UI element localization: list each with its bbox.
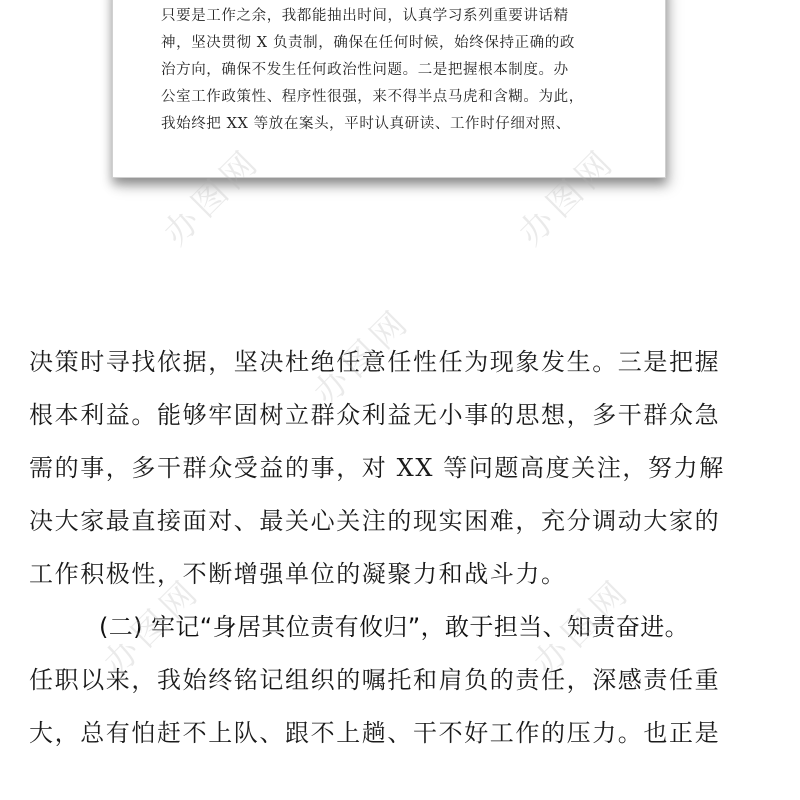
watermark: 办图网 (510, 140, 625, 254)
paragraph-line: 大，总有怕赶不上队、跟不上趟、干不好工作的压力。也正是 (29, 719, 721, 747)
document-page-preview (112, 0, 666, 178)
paragraph-line: 需的事，多干群众受益的事，对 XX 等问题高度关注，努力解 (29, 454, 725, 482)
article-body (29, 342, 781, 766)
document-line: 只要是工作之余，我都能抽出时间，认真学习系列重要讲话精 (161, 8, 569, 24)
paragraph-line: 任职以来，我始终铭记组织的嘱托和肩负的责任，深感责任重 (29, 666, 721, 694)
paragraph-line: 决策时寻找依据，坚决杜绝任意任性任为现象发生。三是把握 (29, 348, 721, 376)
paragraph-line: 根本利益。能够牢固树立群众利益无小事的思想，多干群众急 (29, 401, 721, 429)
document-page-text (161, 3, 621, 138)
document-line: 公室工作政策性、程序性很强，来不得半点马虎和含糊。为此， (161, 89, 584, 105)
document-line: 我始终把 XX 等放在案头，平时认真研读、工作时仔细对照、 (161, 116, 571, 132)
watermark: 办图网 (155, 140, 270, 254)
section-heading: (二) 牢记“身居其位责有攸归”，敢于担当、知责奋进。 (99, 613, 690, 641)
watermark: 办图网 (305, 300, 420, 414)
paragraph-line: 决大家最直接面对、最关心关注的现实困难，充分调动大家的 (29, 507, 721, 535)
paragraph-line: 工作积极性，不断增强单位的凝聚力和战斗力。 (29, 560, 567, 588)
watermark: 办图网 (95, 570, 210, 684)
watermark: 办图网 (525, 570, 640, 684)
document-line: 治方向，确保不发生任何政治性问题。二是把握根本制度。办 (161, 62, 569, 78)
document-line: 神，坚决贯彻 X 负责制，确保在任何时候，始终保持正确的政 (161, 35, 575, 51)
